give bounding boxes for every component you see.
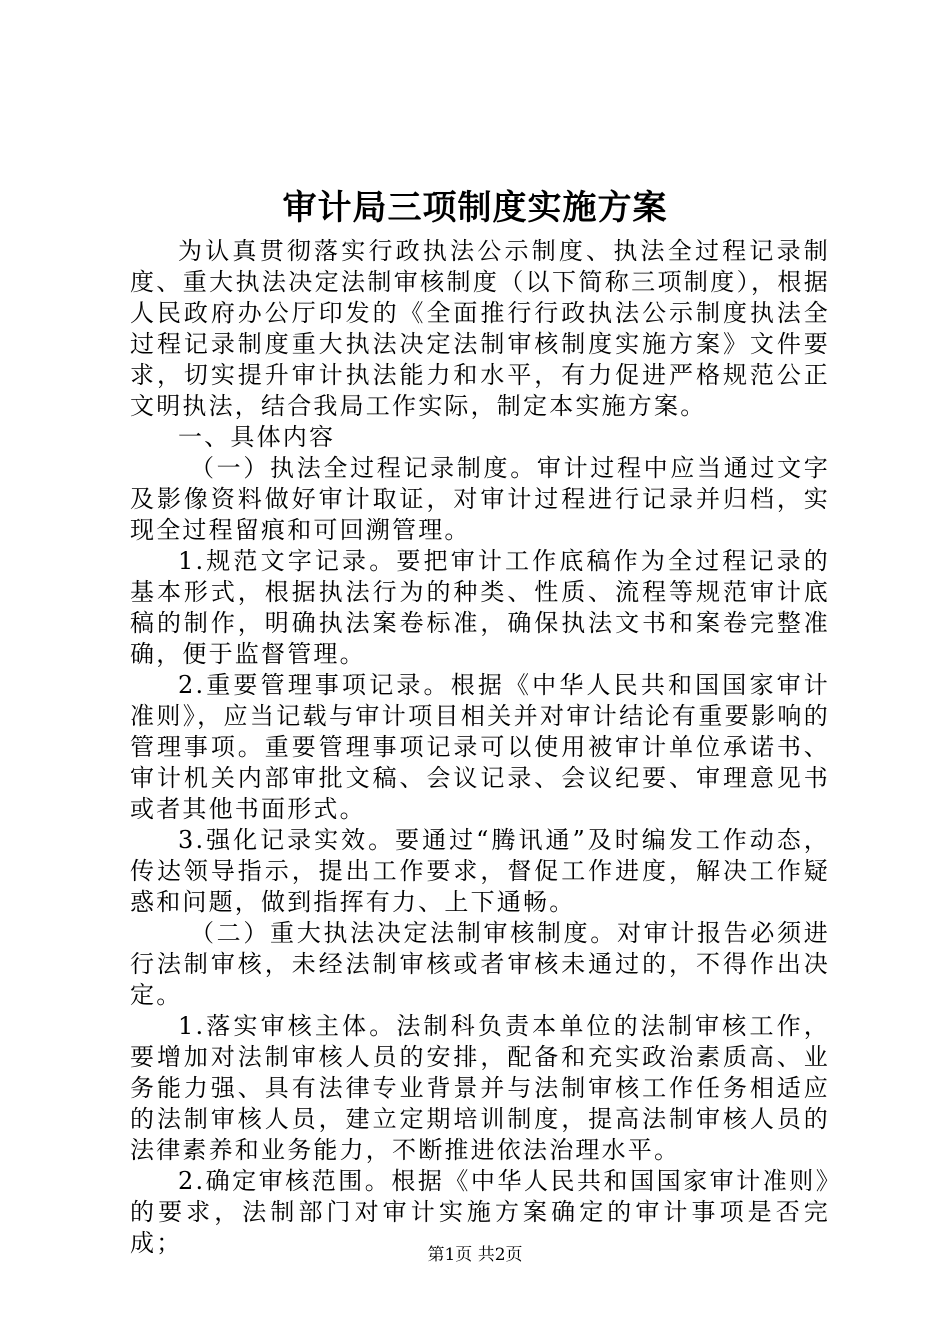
paragraph-legal-review-system: （二）重大执法决定法制审核制度。对审计报告必须进行法制审核，未经法制审核或者审核未通过的，不得作出决定。 — [130, 919, 830, 1009]
paragraph-review-scope: 2.确定审核范围。根据《中华人民共和国国家审计准则》的要求，法制部门对审计实施方案确定的审计事项是否完成； — [130, 1167, 830, 1257]
document-body — [130, 236, 830, 1259]
paragraph-text-record: 1.规范文字记录。要把审计工作底稿作为全过程记录的基本形式，根据执法行为的种类、性质、流程等规范审计底稿的制作，明确执法案卷标准，确保执法文书和案卷完整准确，便于监督管理。 — [130, 547, 830, 668]
document-title: 审计局三项制度实施方案 — [282, 188, 668, 228]
section-heading-content: 一、具体内容 — [178, 423, 336, 451]
paragraph-record-system: （一）执法全过程记录制度。审计过程中应当通过文字及影像资料做好审计取证，对审计过程进行记录并归档，实现全过程留痕和可回溯管理。 — [130, 454, 830, 544]
paragraph-management-record: 2.重要管理事项记录。根据《中华人民共和国国家审计准则》，应当记载与审计项目相关并对审计结论有重要影响的管理事项。重要管理事项记录可以使用被审计单位承诺书、审计机关内部审批文稿、会议记录、会议纪要、审理意见书或者其他书面形式。 — [130, 671, 830, 823]
paragraph-review-subject: 1.落实审核主体。法制科负责本单位的法制审核工作，要增加对法制审核人员的安排，配备和充实政治素质高、业务能力强、具有法律专业背景并与法制审核工作任务相适应的法制审核人员，建立定期培训制度，提高法制审核人员的法律素养和业务能力，不断推进依法治理水平。 — [130, 1012, 830, 1164]
paragraph-record-effect: 3.强化记录实效。要通过“腾讯通”及时编发工作动态，传达领导指示，提出工作要求，督促工作进度，解决工作疑惑和问题，做到指挥有力、上下通畅。 — [130, 826, 830, 916]
paragraph-intro: 为认真贯彻落实行政执法公示制度、执法全过程记录制度、重大执法决定法制审核制度（以下简称三项制度），根据人民政府办公厅印发的《全面推行行政执法公示制度执法全过程记录制度重大执法决定法制审核制度实施方案》文件要求，切实提升审计执法能力和水平，有力促进严格规范公正文明执法，结合我局工作实际，制定本实施方案。 — [130, 237, 830, 420]
page-footer: 第1页 共2页 — [427, 1245, 523, 1265]
